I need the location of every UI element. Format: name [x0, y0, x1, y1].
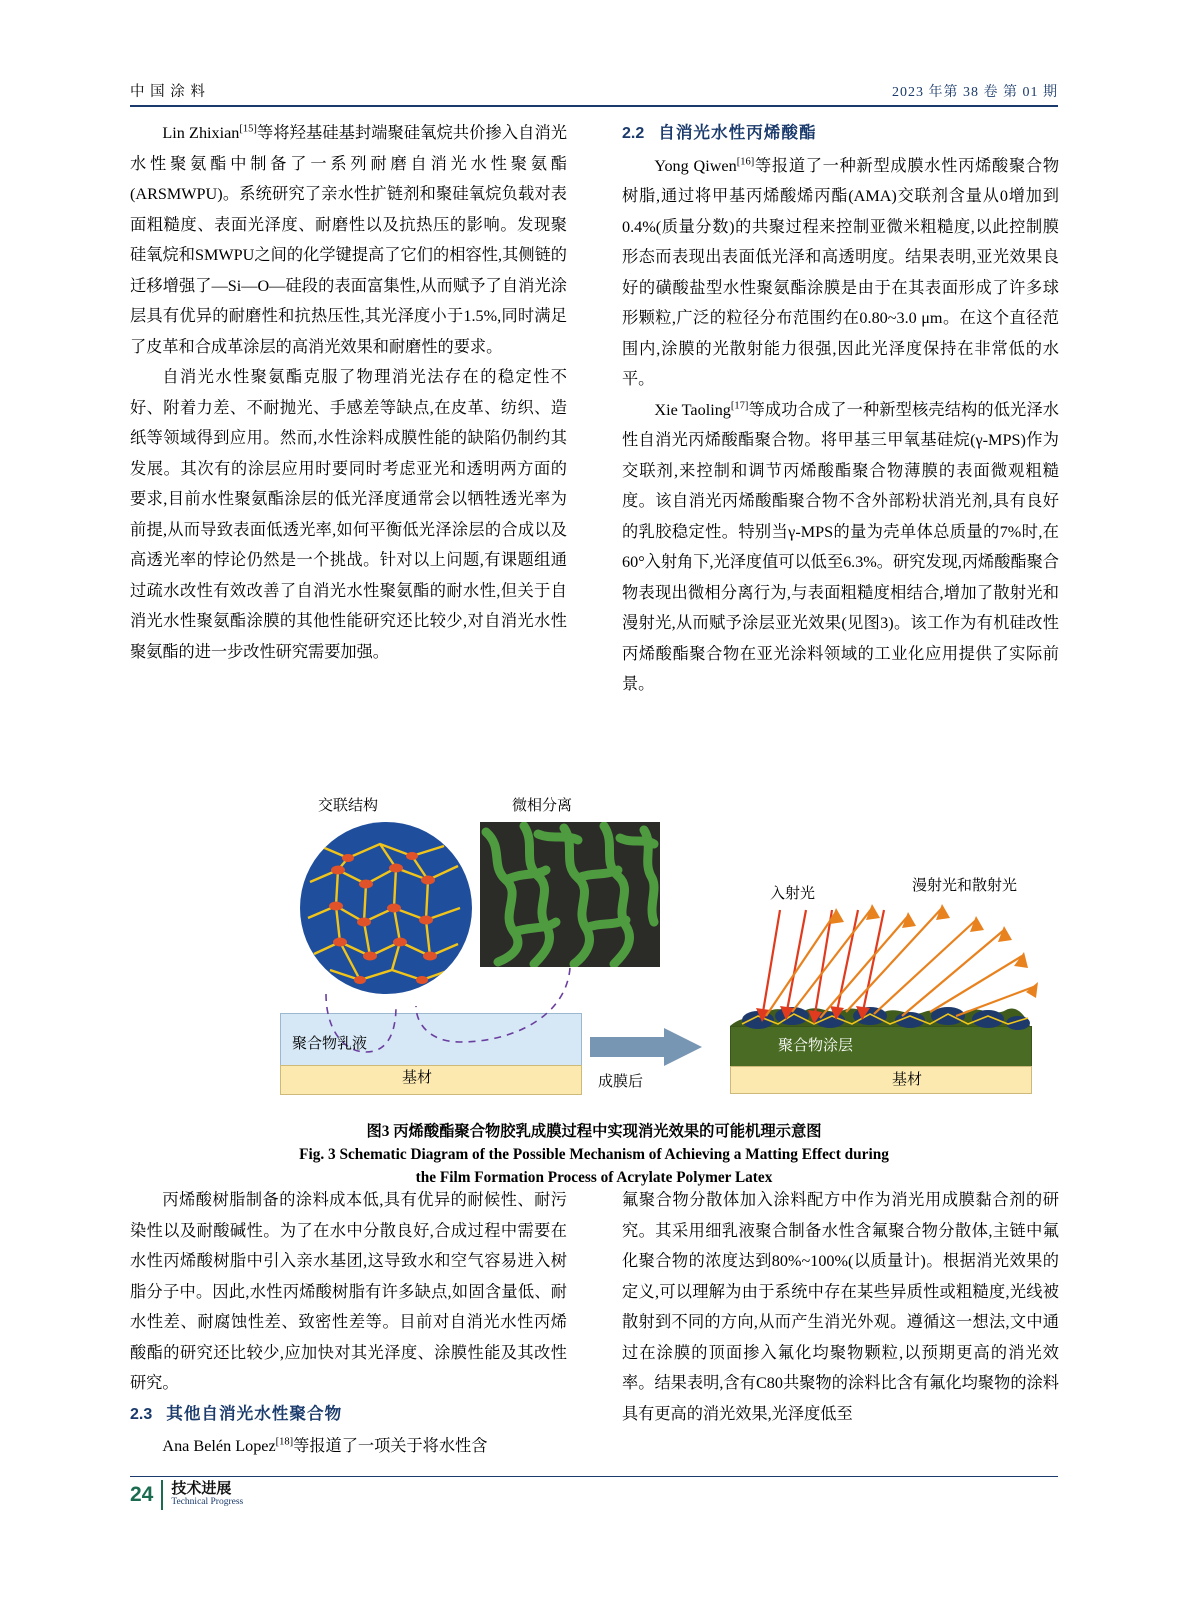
crosslink-network [300, 822, 472, 994]
figure-caption [130, 1120, 1058, 1189]
label-crosslink-structure: 交联结构 [318, 798, 379, 814]
citation-16: [16] [736, 156, 755, 168]
label-after-film-formation: 成膜后 [598, 1074, 644, 1090]
arrow-head [664, 1028, 702, 1066]
caption-chinese: 图3 丙烯酸酯聚合物胶乳成膜过程中实现消光效果的可能机理示意图 [366, 1123, 822, 1140]
section-title: 自消光水性丙烯酸酯 [658, 123, 817, 142]
label-polymer-emulsion: 聚合物乳液 [292, 1036, 368, 1052]
label-substrate-right: 基材 [892, 1072, 923, 1088]
right-column-top [622, 118, 1059, 700]
label-diffuse-scattered-light: 漫射光和散射光 [912, 878, 1018, 894]
incident-arrowheads [756, 1006, 870, 1024]
left-column-top [130, 118, 567, 667]
paragraph [130, 118, 567, 362]
film-formation-arrow [590, 1028, 705, 1064]
section-title: 其他自消光水性聚合物 [166, 1403, 343, 1423]
paragraph-text-1b: 等将羟基硅基封端聚硅氧烷共价掺入自消光水性聚氨酯中制备了一系列耐磨自消光水性聚氨酯(ARSMWPU)。系统研究了亲水性扩链剂和聚硅氧烷负载对表面粗糙度、表面光泽度、耐磨性以及抗热压的影响。发现聚硅氧烷和SMWPU之间的化学键提高了它们的相容性,其侧链的迁移增强了—Si—O—硅段的表面富集性,从而赋予了自消光涂层具有优异的耐磨性和抗热压性,其光泽度小于1.5%,同时满足了皮革和合成革涂层的高消光效果和耐磨性的要求。 [130, 124, 568, 356]
footer-section-name [171, 1482, 243, 1508]
citation-15: [15] [239, 123, 257, 135]
section-heading-2-3 [130, 1399, 567, 1431]
paragraph-text-4: Ana Belén Lopez [162, 1437, 276, 1455]
microphase-separation-box [480, 822, 660, 967]
paragraph: 丙烯酸树脂制备的涂料成本低,具有优异的耐候性、耐污染性以及耐酸碱性。为了在水中分散良好,合成过程中需要在水性丙烯酸树脂中引入亲水基团,这导致水和空气容易进入树脂分子中。因此,水性丙烯酸树脂有许多缺点,如固含量低、耐水性差、耐腐蚀性差、致密性差等。目前对自消光水性丙烯酸酯的研究还比较少,应加快对其光泽度、涂膜性能及其改性研究。 [130, 1191, 567, 1392]
arrow-shaft [590, 1037, 668, 1057]
journal-title: 中 国 涂 料 [130, 84, 206, 100]
figure-canvas [130, 780, 1058, 1110]
paragraph-text-2: Yong Qiwen [654, 156, 737, 175]
crosslink-structure-circle [300, 822, 472, 994]
header-divider [130, 105, 1058, 107]
caption-english-line-2: the Film Formation Process of Acrylate Polymer Latex [415, 1169, 773, 1186]
section-heading-2-2 [622, 118, 1059, 150]
paragraph-text-3: Xie Taoling [654, 400, 731, 419]
citation-17: [17] [730, 400, 749, 412]
polymer-coating-layer [730, 1026, 1032, 1068]
figure-3 [130, 780, 1058, 1189]
label-incident-light: 入射光 [770, 886, 816, 902]
section-number: 2.2 [622, 125, 645, 142]
paragraph-text-2b: 等报道了一种新型成膜水性丙烯酸聚合物树脂,通过将甲基丙烯酸烯丙酯(AMA)交联剂含量从0增加到0.4%(质量分数)的共聚过程来控制亚微米粗糙度,以此控制膜形态而表现出表面低光泽和高透明度。结果表明,亚光效果良好的磺酸盐型水性聚氨酯涂膜是由于在其表面形成了许多球形颗粒,广泛的粒径分布范围约在0.80~3.0 μm。在这个直径范围内,涂膜的光散射能力很强,因此光泽度保持在非常低的水平。 [622, 156, 1060, 388]
substrate-layer-right [730, 1066, 1032, 1094]
paragraph-text-1: Lin Zhixian [162, 124, 240, 142]
right-column-bottom [622, 1185, 1059, 1429]
page-header [130, 80, 1058, 101]
paragraph [130, 1431, 567, 1462]
scattered-arrowheads [830, 904, 1038, 998]
label-polymer-coating: 聚合物涂层 [778, 1038, 854, 1054]
label-microphase-separation: 微相分离 [512, 798, 573, 814]
paragraph: 自消光水性聚氨酯克服了物理消光法存在的稳定性不好、附着力差、不耐抛光、手感差等缺点,在皮革、纺织、造纸等领域得到应用。然而,水性涂料成膜性能的缺陷仍制约其发展。其次有的涂层应用时要同时考虑亚光和透明两方面的要求,目前水性聚氨酯涂层的低光泽度通常会以牺牲透光率为前提,从而导致表面低透光率,如何平衡低光泽涂层的合成以及高透光率的悖论仍然是一个挑战。针对以上问题,有课题组通过疏水改性有效改善了自消光水性聚氨酯的耐水性,但关于自消光水性聚氨酯涂膜的其他性能研究还比较少,对自消光水性聚氨酯的进一步改性研究需要加强。 [130, 368, 567, 661]
page-number: 24 [130, 1483, 154, 1506]
footer-title-english: Technical Progress [171, 1496, 244, 1507]
microphase-pattern [480, 822, 660, 967]
section-number: 2.3 [130, 1405, 153, 1423]
paragraph [622, 395, 1059, 700]
footer-divider [130, 1476, 1058, 1477]
footer-accent-bar [161, 1480, 163, 1510]
page-footer [130, 1480, 1058, 1510]
citation-18: [18] [275, 1436, 294, 1448]
paragraph: 氟聚合物分散体加入涂料配方中作为消光用成膜黏合剂的研究。其采用细乳液聚合制备水性含氟聚合物分散体,主链中氟化聚合物的浓度达到80%~100%(以质量计)。根据消光效果的定义,可以理解为由于系统中存在某些异质性或粗糙度,光线被散射到不同的方向,从而产生消光外观。遵循这一想法,文中通过在涂膜的顶面掺入氟化均聚物颗粒,以预期更高的消光效率。结果表明,含有C80共聚物的涂料比含有氟化均聚物的涂料具有更高的消光效果,光泽度低至 [622, 1191, 1059, 1423]
label-substrate-left: 基材 [402, 1070, 433, 1086]
paragraph-text-4b: 等报道了一项关于将水性含 [293, 1437, 488, 1455]
scattered-rays [766, 908, 1036, 1018]
paragraph-text-3b: 等成功合成了一种新型核壳结构的低光泽水性自消光丙烯酸酯聚合物。将甲基三甲氧基硅烷(γ-MPS)作为交联剂,来控制和调节丙烯酸酯聚合物薄膜的表面微观粗糙度。该自消光丙烯酸酯聚合物不含外部粉状消光剂,具有良好的乳胶稳定性。特别当γ-MPS的量为壳单体总质量的7%时,在60°入射角下,光泽度值可以低至6.3%。研究发现,丙烯酸酯聚合物表现出微相分离行为,与表面粗糙度相结合,增加了散射光和漫射光,从而赋予涂层亚光效果(见图3)。该工作为有机硅改性丙烯酸酯聚合物在亚光涂料领域的工业化应用提供了实际前景。 [622, 400, 1059, 693]
incident-rays [762, 910, 884, 1020]
paragraph [622, 151, 1059, 395]
issue-info: 2023 年第 38 卷 第 01 期 [892, 85, 1058, 100]
caption-english-line-1: Fig. 3 Schematic Diagram of the Possible Mechanism of Achieving a Matting Effect during [299, 1146, 889, 1163]
footer-title-chinese: 技术进展 [171, 1481, 232, 1498]
left-column-bottom [130, 1185, 567, 1462]
